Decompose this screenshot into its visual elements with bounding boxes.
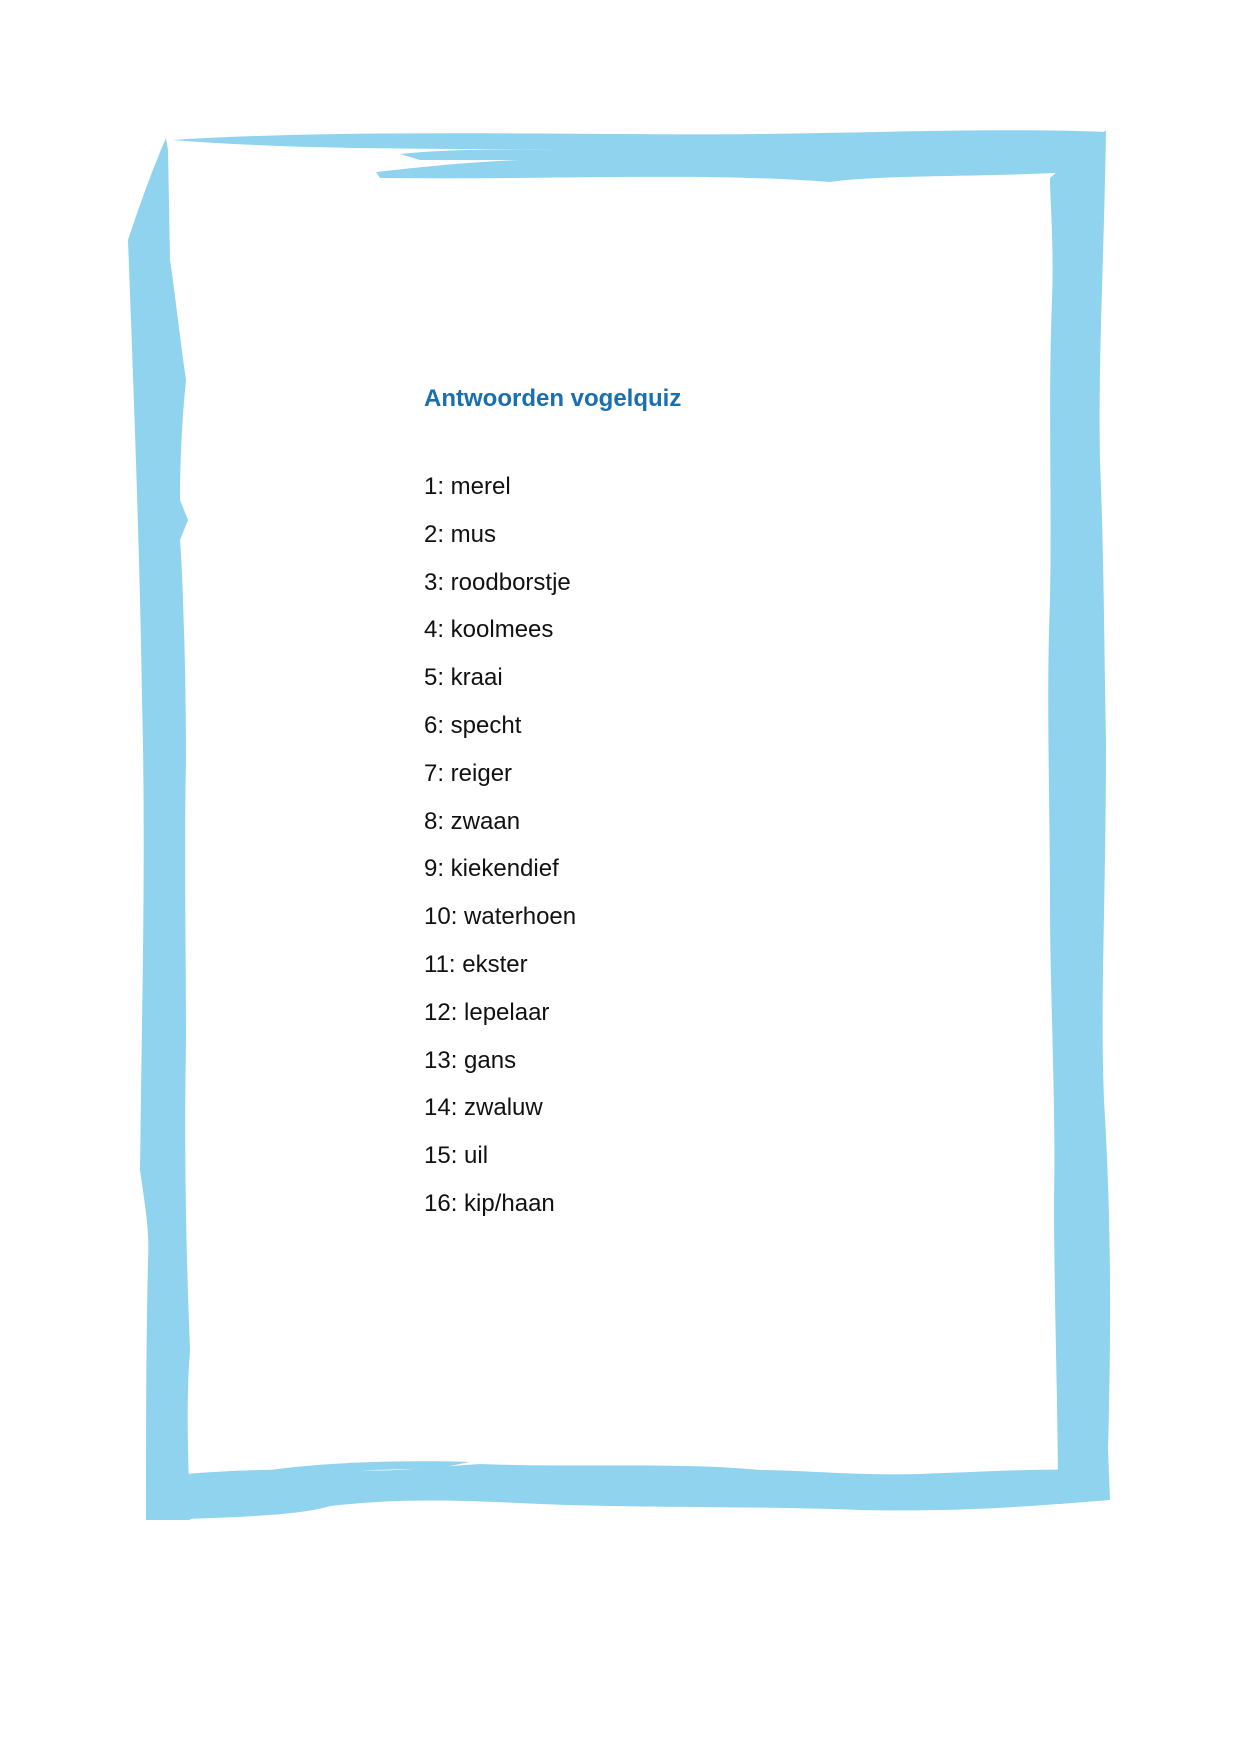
answer-item: 4: koolmees — [424, 616, 554, 644]
answer-item: 2: mus — [424, 520, 497, 548]
answer-item: 13: gans — [424, 1046, 517, 1074]
answer-item: 3: roodborstje — [424, 568, 571, 596]
answer-item: 12: lepelaar — [424, 998, 550, 1026]
page-title: Antwoorden vogelquiz — [424, 385, 682, 412]
frame-left-edge — [128, 138, 190, 1520]
answer-item: 9: kiekendief — [424, 855, 559, 883]
answer-item: 5: kraai — [424, 664, 503, 692]
answer-item: 7: reiger — [424, 759, 513, 787]
answer-item: 6: specht — [424, 711, 522, 739]
answers-content — [424, 384, 984, 1237]
answer-item: 11: ekster — [424, 950, 528, 978]
answer-list — [424, 472, 984, 1237]
frame-top-edge — [172, 130, 1105, 182]
answer-item: 10: waterhoen — [424, 903, 577, 931]
answer-item: 15: uil — [424, 1142, 489, 1170]
frame-bottom-edge — [146, 1464, 1106, 1520]
answer-item: 14: zwaluw — [424, 1094, 543, 1122]
answer-item: 1: merel — [424, 473, 511, 500]
answer-item: 16: kip/haan — [424, 1189, 555, 1217]
answer-item: 8: zwaan — [424, 807, 521, 835]
frame-right-edge — [1048, 130, 1110, 1504]
